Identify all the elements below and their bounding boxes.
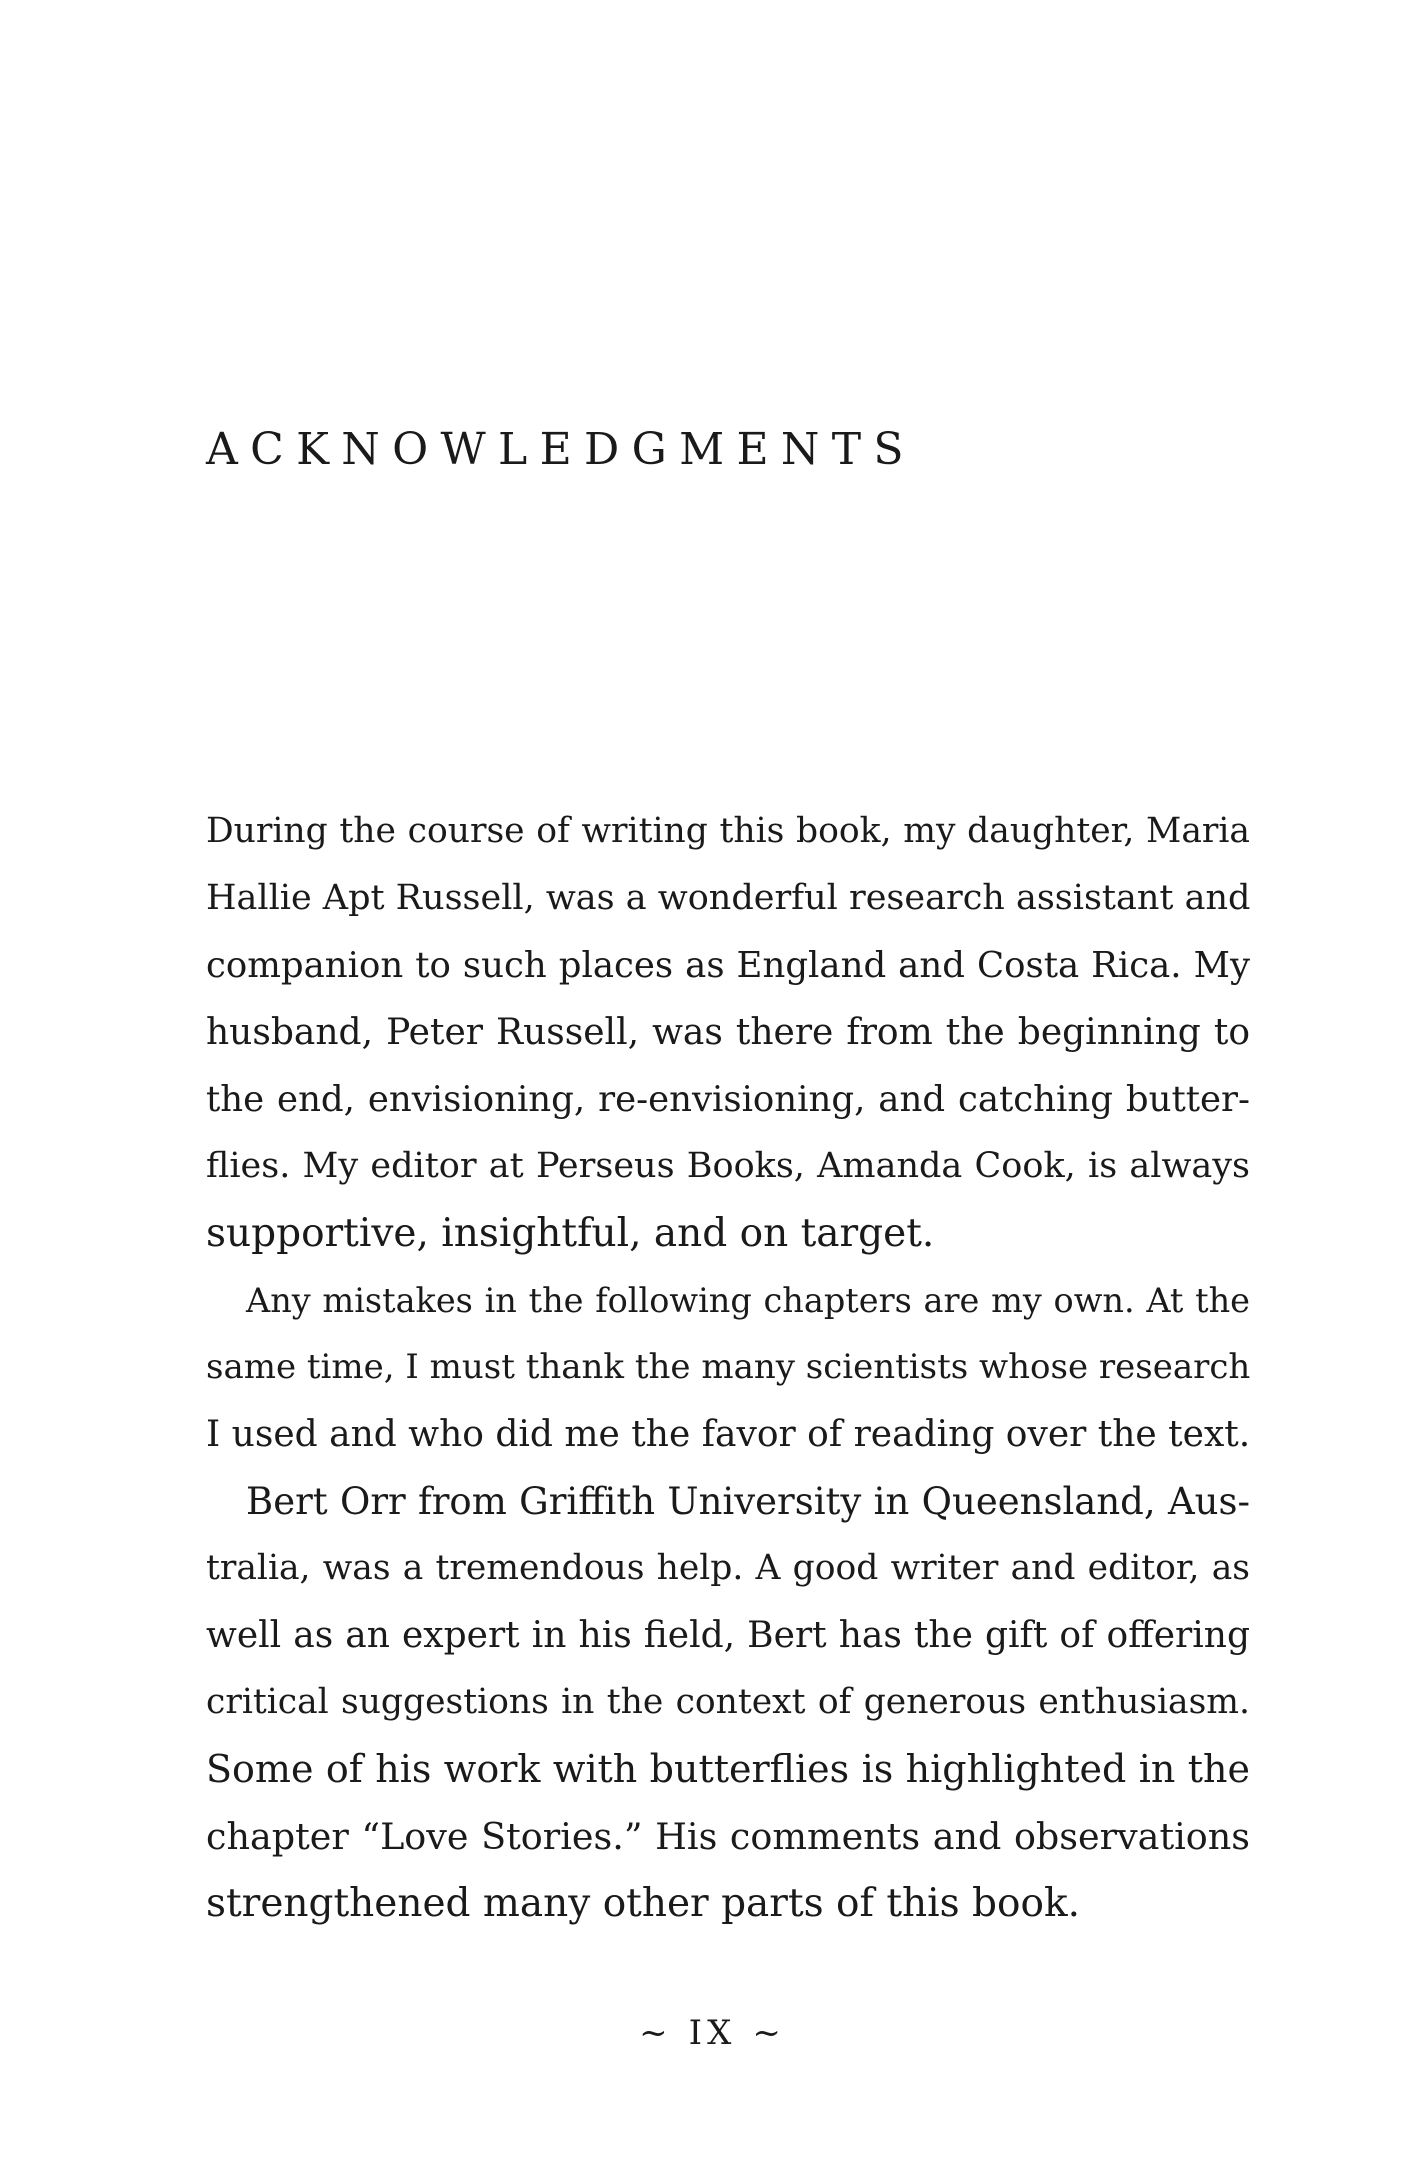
text-line: strengthened many other parts of this book. xyxy=(206,1881,1080,1926)
text-line: Some of his work with butterflies is highlighted in the xyxy=(206,1747,1250,1791)
text-line: flies. My editor at Perseus Books, Amanda Cook, is always xyxy=(206,1146,1250,1186)
text-line: well as an expert in his field, Bert has the gift of offering xyxy=(206,1615,1250,1656)
text-line: husband, Peter Russell, was there from the beginning to xyxy=(206,1012,1250,1053)
text-line: critical suggestions in the context of generous enthusiasm. xyxy=(206,1682,1250,1722)
page-number: ~ IX ~ xyxy=(639,2013,786,2053)
text-line: chapter “Love Stories.” His comments and observations xyxy=(206,1815,1250,1858)
text-line: During the course of writing this book, my daughter, Maria xyxy=(206,811,1250,851)
body-text xyxy=(206,798,1250,1937)
text-line: companion to such places as England and Costa Rica. My xyxy=(206,945,1250,986)
text-line: Any mistakes in the following chapters are my own. At the xyxy=(246,1281,1250,1320)
text-line: I used and who did me the favor of reading over the text. xyxy=(206,1414,1250,1455)
text-line: tralia, was a tremendous help. A good writer and editor, as xyxy=(206,1548,1250,1588)
text-line: Bert Orr from Griffith University in Queensland, Aus- xyxy=(246,1480,1250,1523)
text-line: Hallie Apt Russell, was a wonderful research assistant and xyxy=(206,878,1250,918)
text-line: supportive, insightful, and on target. xyxy=(206,1211,935,1256)
text-line: same time, I must thank the many scientists whose research xyxy=(206,1347,1250,1387)
text-line: the end, envisioning, re-envisioning, and catching butter- xyxy=(206,1079,1250,1120)
chapter-heading: ACKNOWLEDGMENTS xyxy=(206,424,916,475)
